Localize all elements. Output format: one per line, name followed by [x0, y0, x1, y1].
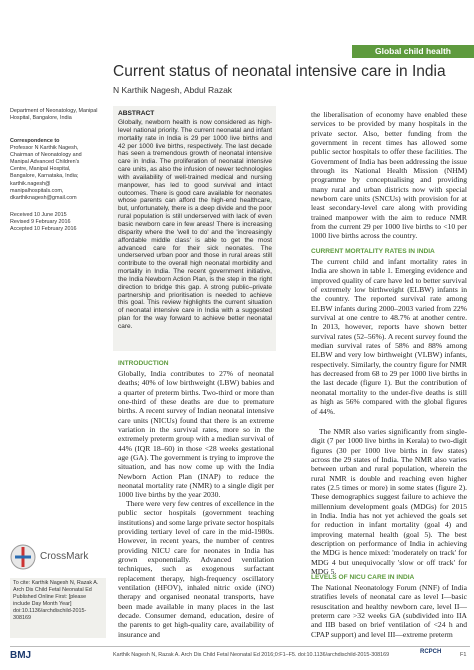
rcpch-logo: RCPCH [420, 649, 442, 655]
crossmark-label: CrossMark [40, 551, 89, 562]
abstract-text: Globally, newborn health is now considered as high-level national priority. The current neonatal and infant mortality rate in India is 29 per 1000 live births and 42 per 1000 live births, respectively. The last decade has seen a tremendous growth of neonatal intensive care in India. The proliferation of neonatal intensive care units, as also the infusion of newer technologies with availability of well-trained medical and nursing manpower, has led to good survival and intact outcomes. There is good care available for neonates whose parents can afford the high-end healthcare, but, unfortunately, there is a deep divide and the poor rural population is still underserved with lack of even basic newborn care in few areas! There is increasing disparity where the 'well to do' and the 'increasingly affordable middle class' is able to get the most advanced care for their sick neonates. The underserved urban poor and those in rural areas still contribute to the overall high neonatal morbidity and mortality in India. The recent government initiative, the India Newborn Action Plan, is the step in the right direction to bridge this gap. A strong public–private partnership and prioritisation is needed to achieve this goal. This review highlights the current situation of neonatal intensive care in India with a suggested plan for the way forward to achieve better neonatal care. [118, 119, 272, 330]
correspondence-line: Professor N Karthik Nagesh, [10, 145, 79, 152]
correspondence-head: Correspondence to [10, 138, 60, 144]
page-number: F1 [460, 652, 467, 658]
footer-citation: Karthik Nagesh N, Razak A. Arch Dis Child Fetal Neonatal Ed 2016;0:F1–F5. doi:10.1136/archdischild-2015-308169 [113, 652, 390, 658]
correspondence-line: Chairman of Neonatology and [10, 152, 82, 159]
bmj-logo: BMJ [10, 650, 32, 661]
article-title: Current status of neonatal intensive care in India [113, 63, 446, 80]
introduction-text: Globally, India contributes to 27% of neonatal deaths; 40% of low birthweight (LBW) babies and a quarter of preterm births. Two-third or more than one-third of these deaths are due to premature births. A recent survey of Indian neonatal intensive care units (NICUs) found that there is an extreme variation in the survival rates, more so in the extremely preterm group with a median survival of 44% (IQR 18–60) in those <28 weeks gestational age (GA). The government is trying to improve the situation, and has now come up with the India Newborn Action Plan (INAP) to reduce the neonatal mortality rate (NMR) to a single digit per 1000 live births by the year 2030. [118, 369, 274, 500]
article-authors: N Karthik Nagesh, Abdul Razak [113, 85, 233, 95]
introduction-text-2: There were very few centres of excellence in the public sector hospitals (government teaching institutions) and some large private sector hospitals providing tertiary level of care in the mid-1980s. However, in recent years, the number of centres providing NICU care for neonates in India has grown exponentially. Advanced ventilation techniques, such as exogenous surfactant replacement therapy, high-frequency oscillatory ventilation (HFOV), inhaled nitric oxide (iNO) therapy and organised neonatal transports, have been made available in many places in the last decade. Consumer demand, education, desire of the parents to get high-quality care, availability of insurance and [118, 499, 274, 639]
correspondence-line[interactable]: karthik.nagesh@ [10, 180, 51, 187]
mortality-text: The current child and infant mortality rates in India are shown in table 1. Emerging evidence and improved quality of care have led to better survival of extremely low birthweight (ELBW) infants in the country. The reported survival rate among ELBW infants during 2000–2003 varied from 22% survival at one centre to 48.7% at another centre. In 2013, however, reports have shown better survival rates (52–56%). A recent survey found the median survival rates of 58% and 88% among ELBW and very low birthweight (VLBW) infants, respectively. Similarly, the country figure for NMR has decreased from 68 to 29 per 1000 live births in the last decade (figure 1). But the contribution of neonatal mortality to the under-five deaths is still as high as 56% compared with the global figures of 44%. [311, 257, 467, 416]
correspondence-line[interactable]: manipalhospitals.com, [10, 187, 64, 194]
abstract-heading: ABSTRACT [118, 110, 155, 117]
correspondence-line[interactable]: dkarthiknagesh@gmail.com [10, 194, 77, 201]
affiliation: Department of Neonatology, Manipal Hospital, Bangalore, India [10, 108, 98, 122]
levels-heading: LEVELS OF NICU CARE IN INDIA [311, 574, 415, 581]
date-received: Received 10 June 2015 [10, 212, 67, 218]
mortality-text-2: The NMR also varies significantly from single-digit (7 per 1000 live births in Kerala) to two-digit figures (30 per 1000 live births in few states) across the 29 states of India. The NMR also varies between urban and rural population, wherein the rural NMR is double and reaching even higher rates (2.5 times or more) in some states (figure 2). These demographics suggest failure to achieve the millennium development goals (MDGs) for 2015 in India. India has not yet achieved the goals set for reduction in infant mortality (goal 4) and improving maternal health (goal 5). The best description on performance of India in achieving the MDG is hence mixed: 'moderately on track' for MDG 4 but unequivocally 'slow or off track' for MDG 5. [311, 427, 467, 577]
article-dates [10, 212, 106, 233]
crossmark-badge[interactable] [10, 544, 110, 570]
crossmark-icon [10, 544, 36, 570]
correspondence-line: Manipal Advanced Children's [10, 159, 80, 166]
footer-divider [10, 646, 470, 647]
mortality-heading: CURRENT MORTALITY RATES IN INDIA [311, 248, 435, 255]
correspondence-line: Bangalore, Karnataka, India; [10, 173, 79, 180]
section-band: Global child health [352, 45, 474, 58]
correspondence-block [10, 138, 106, 202]
date-accepted: Accepted 10 February 2016 [10, 226, 77, 233]
correspondence-line: Centre, Manipal Hospital, [10, 166, 71, 173]
date-revised: Revised 9 February 2016 [10, 219, 71, 226]
levels-text: The National Neonatology Forum (NNF) of India stratifies levels of neonatal care as level I—basic resuscitation and healthy newborn care, level II—preterm care >32 weeks GA (subdivided into IIA and IIB based on brief ventilation of <24 h and CPAP support) and level III—extreme preterm [311, 583, 467, 639]
introduction-heading: INTRODUCTION [118, 360, 169, 367]
citation-box: To cite: Karthik Nagesh N, Razak A. Arch Dis Child Fetal Neonatal Ed Published Online First: [please include Day Month Year] doi:10.1136/archdischild-2015-308169 [10, 578, 106, 638]
column3-intro-continued: the liberalisation of economy have enabled these services to be provided by many hospitals in the private sector. Also, better funding from the government in recent times has allowed some public sector hospitals to offer these facilities. The Government of India has been addressing the issue through its National Health Mission (NHM) programme by conceptualising and providing many rural and urban districts now with special newborn care units (SNCUs) with provision for at least secondary-level care along with providing trained manpower with the aim to reduce NMR from the current 29 per 1000 live births to <10 per 1000 live births across the country. [311, 110, 467, 241]
